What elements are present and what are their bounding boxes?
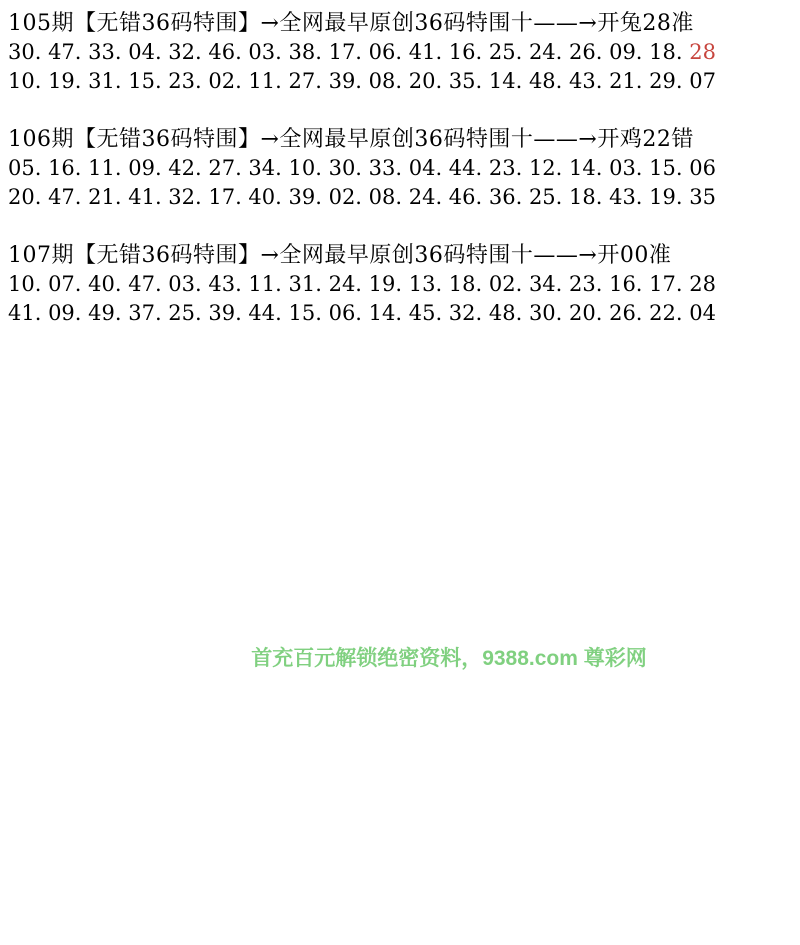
promo-link[interactable]: 首充百元解锁绝密资料，9388.com 尊彩网 bbox=[251, 647, 647, 670]
numbers-line-1 bbox=[8, 154, 800, 183]
numbers-black: 10. 07. 40. 47. 03. 43. 11. 31. 24. 19. 13. 18. 02. 34. 23. 16. 17. 28 bbox=[8, 272, 716, 296]
numbers-line-1 bbox=[8, 38, 800, 67]
result-block-106 bbox=[8, 125, 800, 212]
lottery-predictions bbox=[0, 0, 800, 328]
hit-number: 28 bbox=[689, 40, 716, 64]
numbers-line-2: 10. 19. 31. 15. 23. 02. 11. 27. 39. 08. 20. 35. 14. 48. 43. 21. 29. 07 bbox=[8, 69, 716, 93]
numbers-black: 30. 47. 33. 04. 32. 46. 03. 38. 17. 06. 41. 16. 25. 24. 26. 09. 18. bbox=[8, 40, 690, 64]
numbers-black: 05. 16. 11. 09. 42. 27. 34. 10. 30. 33. 04. 44. 23. 12. 14. 03. 15. 06 bbox=[8, 156, 716, 180]
result-block-107 bbox=[8, 241, 800, 328]
numbers-line-2: 41. 09. 49. 37. 25. 39. 44. 15. 06. 14. 45. 32. 48. 30. 20. 26. 22. 04 bbox=[8, 301, 716, 325]
block-header: 106期【无错36码特围】→全网最早原创36码特围十——→开鸡22错 bbox=[8, 127, 694, 152]
numbers-line-1 bbox=[8, 270, 800, 299]
block-header: 105期【无错36码特围】→全网最早原创36码特围十——→开兔28准 bbox=[8, 11, 694, 36]
result-block-105 bbox=[8, 9, 800, 96]
numbers-line-2: 20. 47. 21. 41. 32. 17. 40. 39. 02. 08. 24. 46. 36. 25. 18. 43. 19. 35 bbox=[8, 185, 716, 209]
block-header: 107期【无错36码特围】→全网最早原创36码特围十——→开00准 bbox=[8, 243, 672, 268]
